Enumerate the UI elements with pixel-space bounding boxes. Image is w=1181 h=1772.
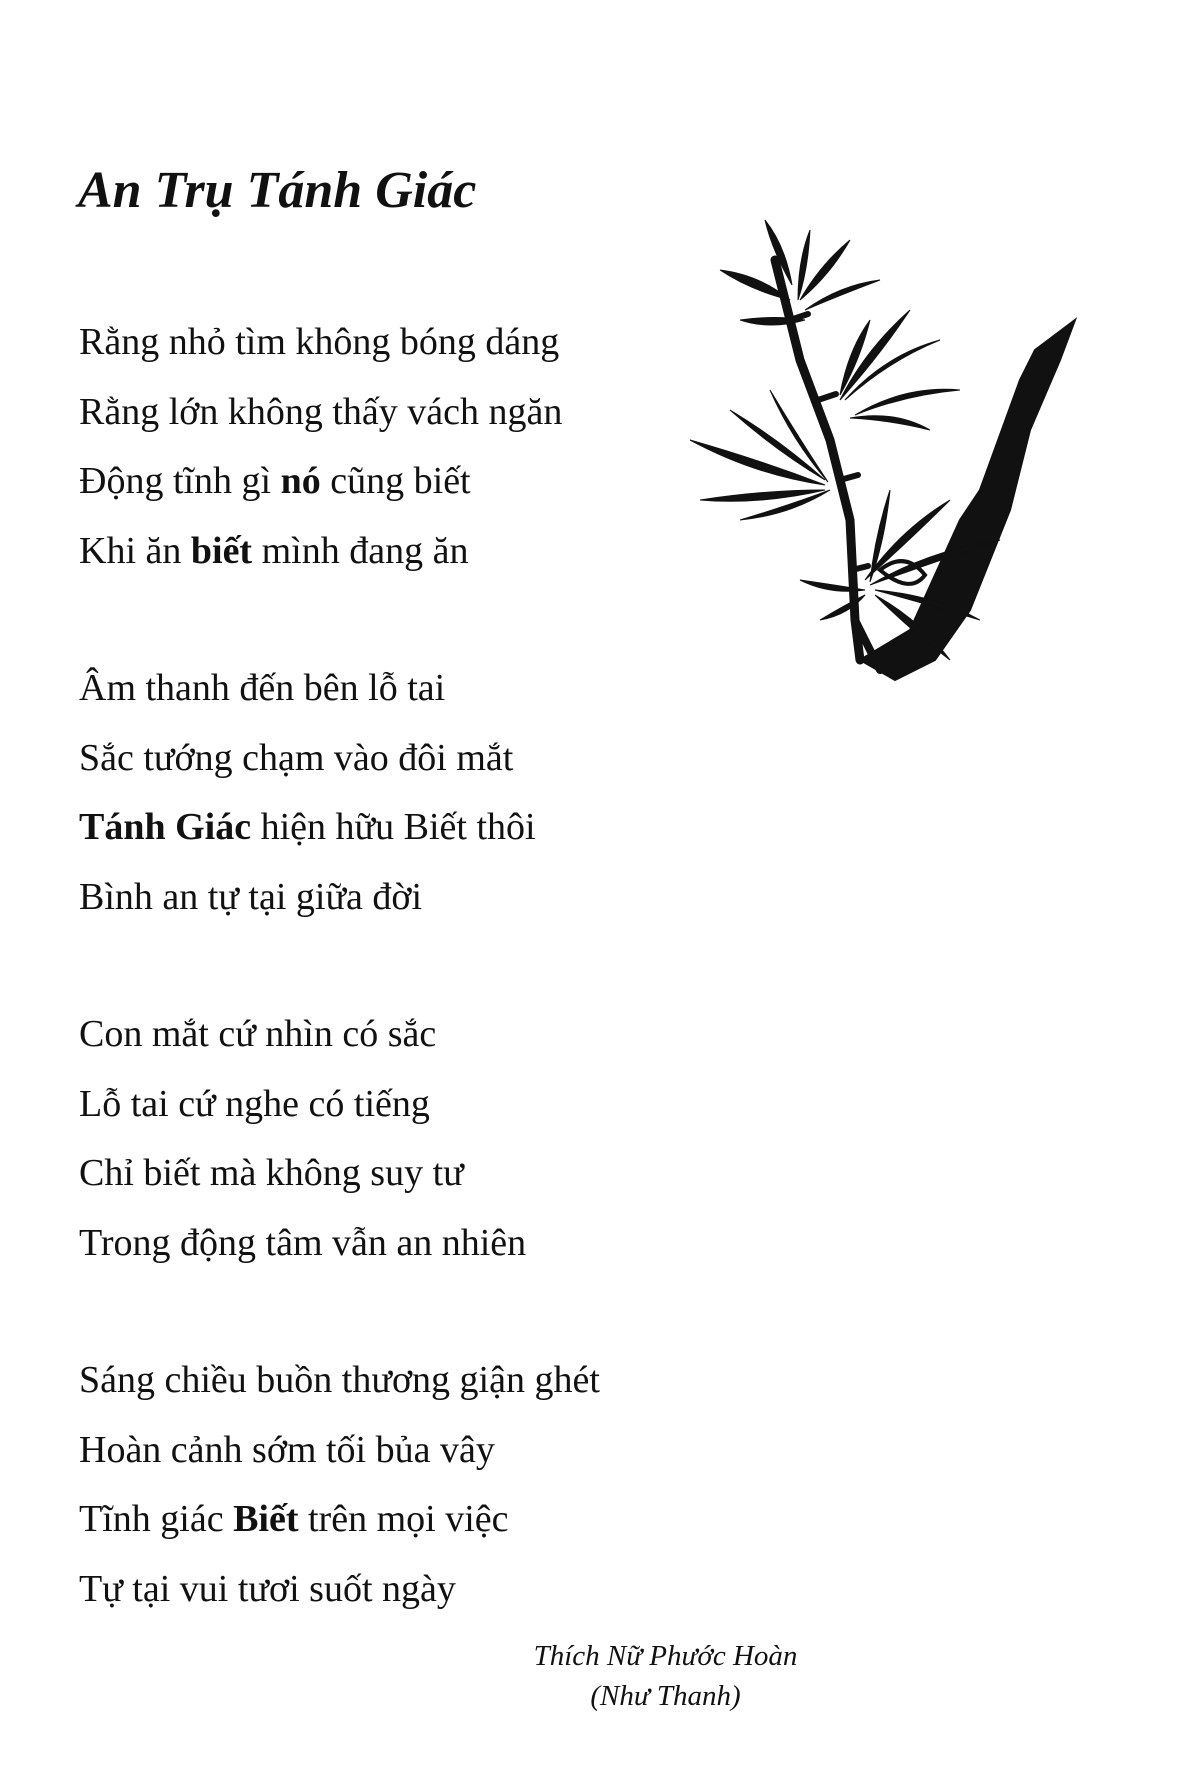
emphasis-word: Tánh Giác: [79, 806, 252, 848]
poem-line: Rằng nhỏ tìm không bóng dáng: [79, 321, 560, 363]
poem-line: Lỗ tai cứ nghe có tiếng: [79, 1082, 430, 1125]
poem-line: Sáng chiều buồn thương giận ghét: [79, 1359, 600, 1401]
poem-line: Trong động tâm vẫn an nhiên: [79, 1221, 527, 1264]
bamboo-ink-drawing-icon: [680, 190, 1130, 710]
poem-title: An Trụ Tánh Giác: [78, 162, 477, 219]
poem-line: Tự tại vui tươi suốt ngày: [79, 1567, 456, 1610]
poem-line: Tĩnh giác Biết trên mọi việc: [79, 1498, 509, 1540]
poem-line: Chỉ biết mà không suy tư: [79, 1152, 464, 1194]
poem-line: Con mắt cứ nhìn có sắc: [79, 1013, 437, 1055]
poem-line: Khi ăn biết mình đang ăn: [79, 529, 469, 572]
author-alias: (Như Thanh): [590, 1680, 741, 1712]
emphasis-word: Biết: [233, 1498, 299, 1540]
emphasis-word: biết: [190, 529, 253, 572]
stanza-2: [79, 654, 536, 932]
poem-line: Âm thanh đến bên lỗ tai: [79, 667, 446, 709]
poem-line: Rằng lớn không thấy vách ngăn: [79, 390, 563, 433]
stanza-4: [79, 1346, 600, 1624]
emphasis-word: nó: [280, 460, 321, 502]
stanza-1: [79, 308, 562, 586]
stanza-3: [79, 1000, 526, 1278]
poem-line: Sắc tướng chạm vào đôi mắt: [79, 736, 514, 779]
poem-line: Bình an tự tại giữa đời: [79, 875, 423, 918]
poem-line: Động tĩnh gì nó cũng biết: [79, 460, 471, 502]
poem-line: Tánh Giác hiện hữu Biết thôi: [79, 806, 536, 848]
author-name: Thích Nữ Phước Hoàn: [533, 1640, 798, 1672]
poem-line: Hoàn cảnh sớm tối bủa vây: [79, 1428, 495, 1471]
